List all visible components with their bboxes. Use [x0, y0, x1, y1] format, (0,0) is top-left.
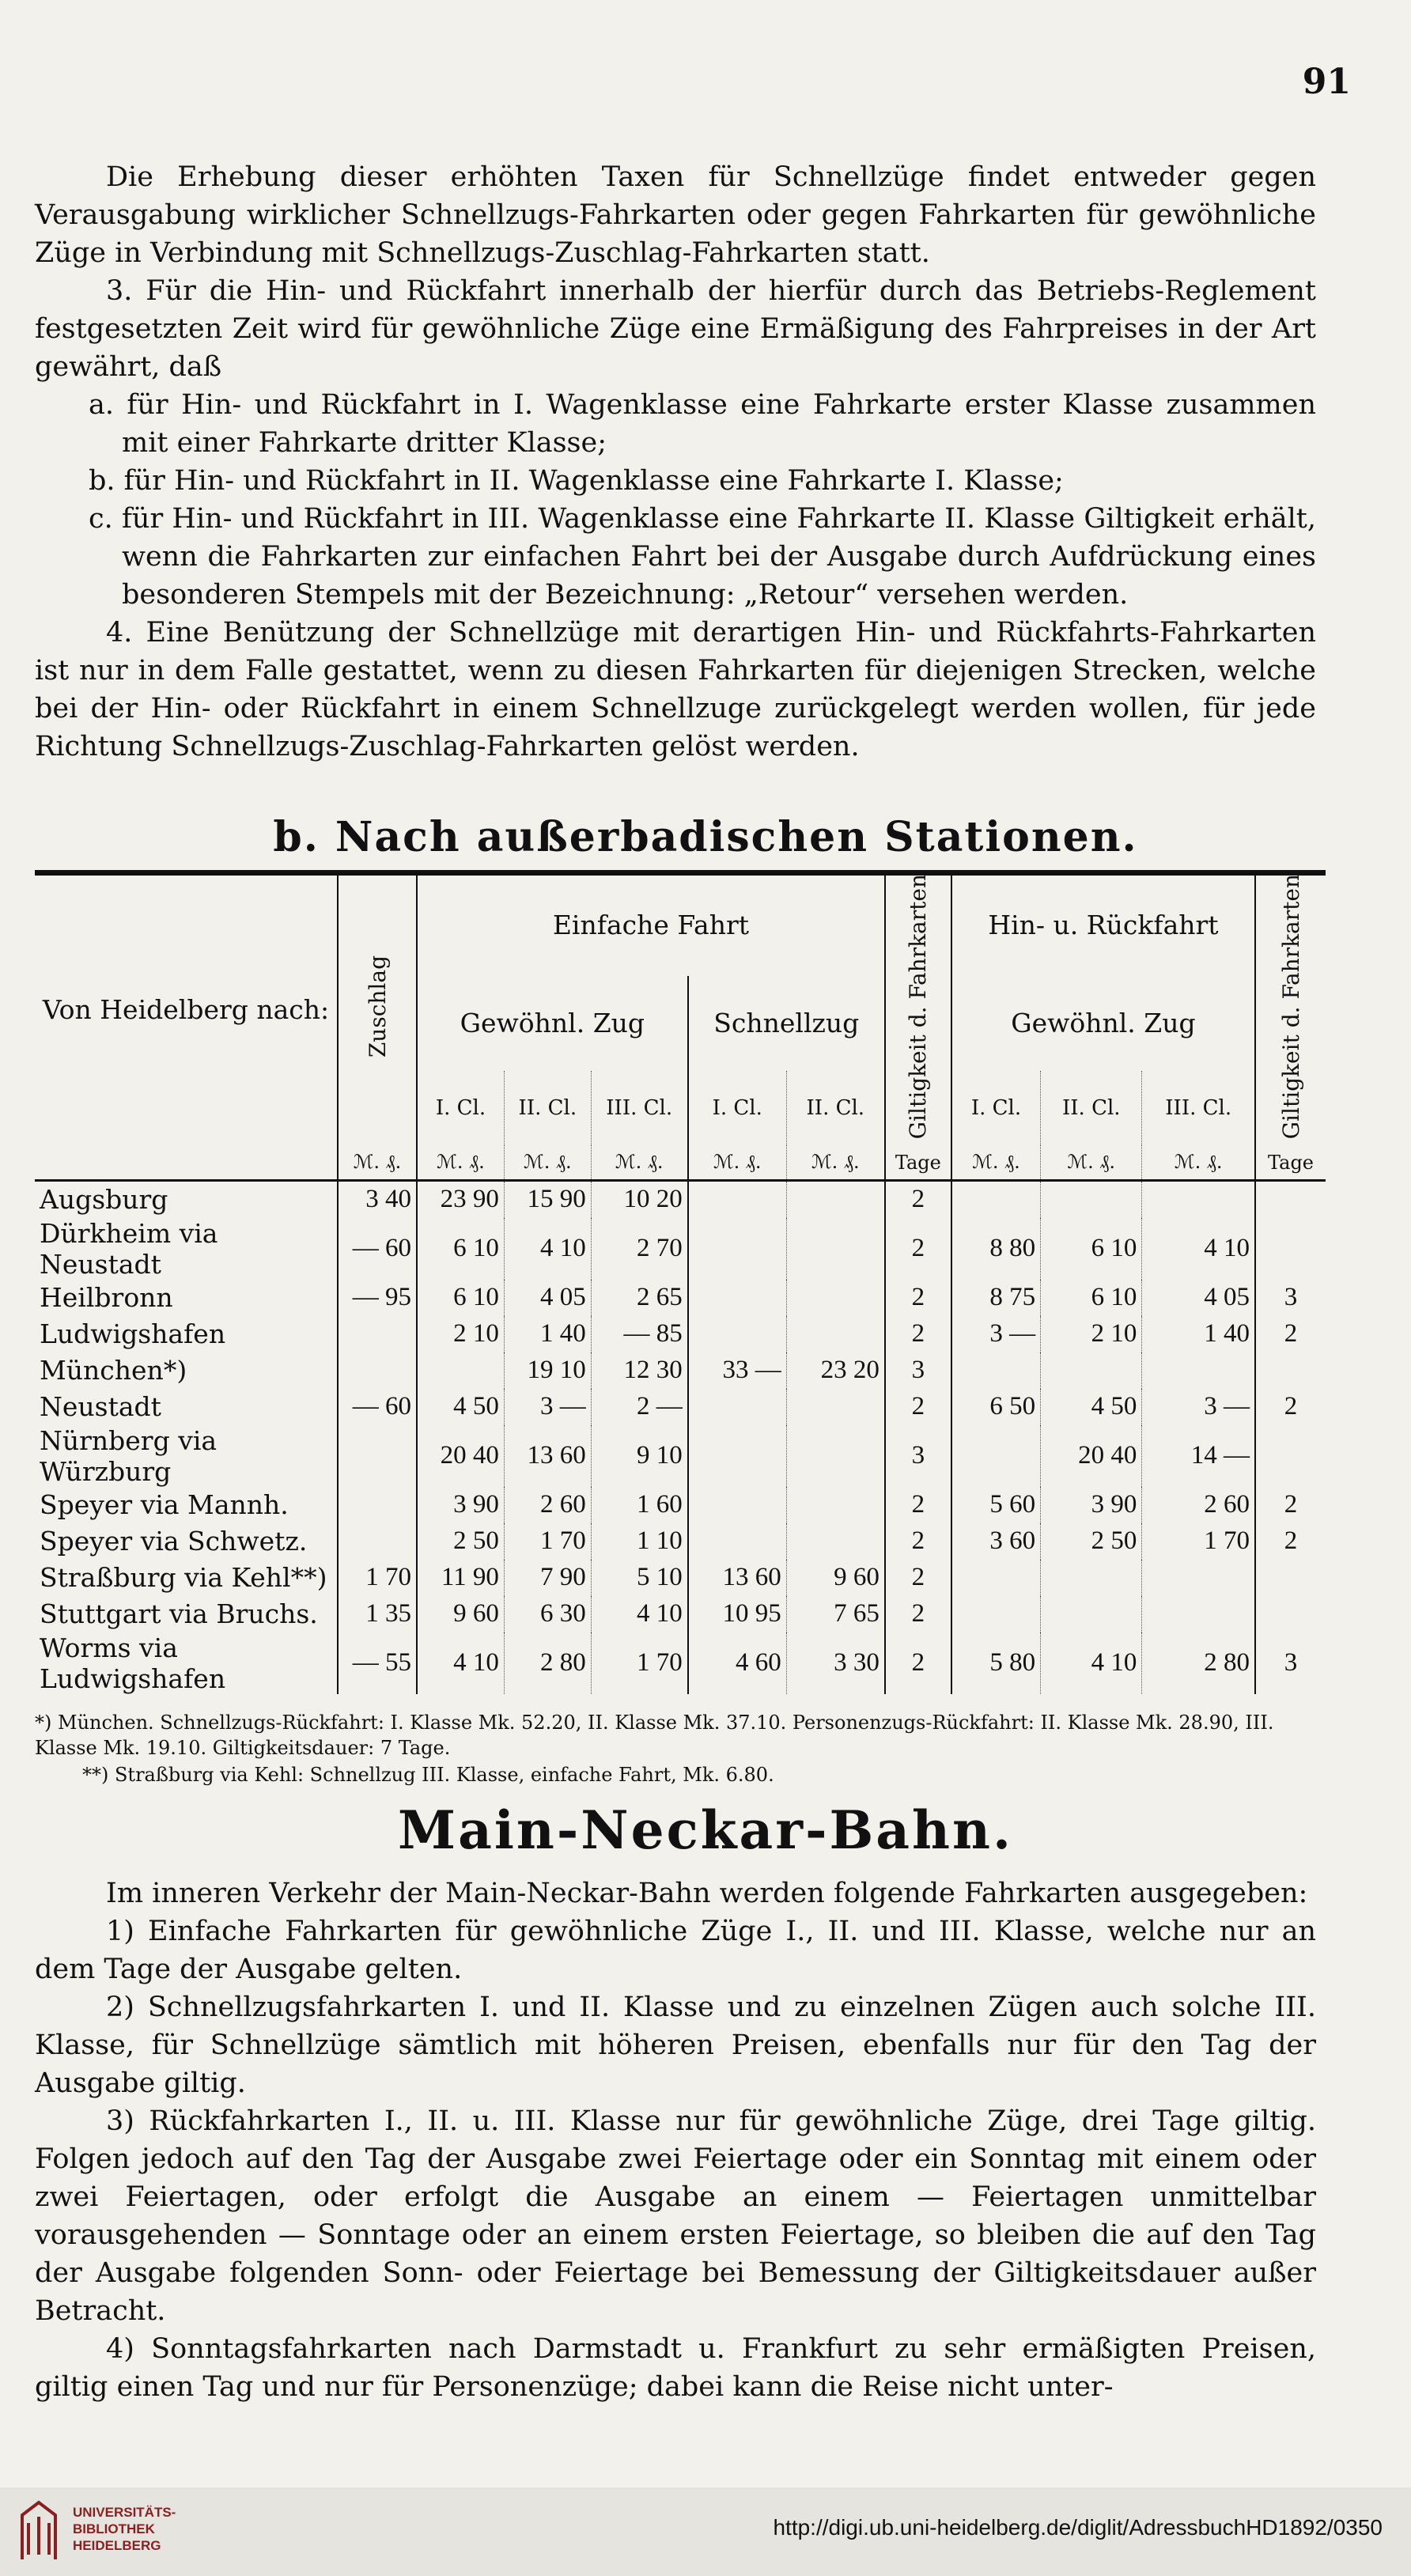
intro-text-3: 3. Für die Hin- und Rückfahrt innerhalb der hierfür durch das Betriebs-Reglement festgesetzten Zeit wird für gewöhnliche Züge eine Ermäßigung des Fahrpreises in der Art gewährt, daß	[35, 275, 1316, 383]
page-number: 91	[1302, 62, 1351, 102]
cell-z: — 55	[338, 1632, 417, 1694]
cell-g2: 19 10	[504, 1352, 591, 1389]
cell-g2: 4 10	[504, 1218, 591, 1280]
cell-g1: 11 90	[417, 1560, 504, 1596]
table-row	[35, 1352, 1326, 1389]
cell-g3: 4 10	[591, 1596, 687, 1632]
cell-g3: 9 10	[591, 1425, 687, 1487]
cell-t2	[1255, 1218, 1326, 1280]
cell-g2: 13 60	[504, 1425, 591, 1487]
cell-g2: 7 90	[504, 1560, 591, 1596]
cell-s2	[786, 1389, 885, 1425]
cell-h1	[951, 1180, 1041, 1218]
main-text-1: 1) Einfache Fahrkarten für gewöhnliche Züge I., II. und III. Klasse, welche nur an dem Tage der Ausgabe gelten.	[35, 1916, 1316, 1985]
cell-z: 1 70	[338, 1560, 417, 1596]
station-name: Dürkheim via Neustadt	[40, 1217, 218, 1280]
col-s2: II. Cl.	[786, 1071, 885, 1145]
intro-item-c: c. für Hin- und Rückfahrt in III. Wagenklasse eine Fahrkarte II. Klasse Giltigkeit erhält, wenn die Fahrkarten zur einfachen Fahrt bei der Ausgabe durch Aufdrückung eines besonderen Stempels mit der Bezeichnung: „Retour“ versehen werden.	[89, 503, 1316, 611]
station-name: Augsburg	[40, 1184, 168, 1216]
cell-h3: 1 70	[1142, 1523, 1255, 1560]
cell-t2: 2	[1255, 1316, 1326, 1352]
cell-g3: 2 70	[591, 1218, 687, 1280]
table-row	[35, 1425, 1326, 1487]
cell-g3: 2 65	[591, 1280, 687, 1316]
cell-t: 2	[885, 1632, 951, 1694]
cell-h3: 2 60	[1142, 1487, 1255, 1523]
table-row	[35, 1180, 1326, 1218]
cell-z: 1 35	[338, 1596, 417, 1632]
cell-g1: 4 10	[417, 1632, 504, 1694]
fare-table	[35, 874, 1326, 1694]
cell-g1: 4 50	[417, 1389, 504, 1425]
main-text-2: 2) Schnellzugsfahrkarten I. und II. Klasse und zu einzelnen Zügen auch solche III. Klasse, für Schnellzüge sämtlich mit höheren Preisen, ebenfalls nur für den Tag der Ausgabe giltig.	[35, 1992, 1316, 2099]
cell-h1	[951, 1352, 1041, 1389]
cell-s1	[688, 1180, 787, 1218]
cell-s2: 23 20	[786, 1352, 885, 1389]
cell-s1: 13 60	[688, 1560, 787, 1596]
cell-g3: 1 70	[591, 1632, 687, 1694]
cell-g1: 6 10	[417, 1218, 504, 1280]
cell-h2	[1041, 1180, 1142, 1218]
from-header: Von Heidelberg nach:	[42, 994, 330, 1026]
col-s1: I. Cl.	[688, 1071, 787, 1145]
unit-g3: ℳ. ₰.	[591, 1145, 687, 1180]
cell-h3	[1142, 1560, 1255, 1596]
cell-s2	[786, 1425, 885, 1487]
unit-tage2: Tage	[1255, 1145, 1326, 1180]
cell-g1	[417, 1352, 504, 1389]
cell-g1: 3 90	[417, 1487, 504, 1523]
cell-h1: 3 60	[951, 1523, 1041, 1560]
col-g2: II. Cl.	[504, 1071, 591, 1145]
cell-h2	[1041, 1596, 1142, 1632]
cell-s2	[786, 1180, 885, 1218]
unit-g2: ℳ. ₰.	[504, 1145, 591, 1180]
table-row	[35, 1280, 1326, 1316]
station-name: Speyer via Schwetz.	[40, 1526, 308, 1557]
cell-s1	[688, 1523, 787, 1560]
cell-t2	[1255, 1352, 1326, 1389]
table-row	[35, 1596, 1326, 1632]
cell-s2	[786, 1487, 885, 1523]
cell-h3: 4 05	[1142, 1280, 1255, 1316]
fare-table-body	[35, 1180, 1326, 1694]
cell-h2	[1041, 1352, 1142, 1389]
cell-h1: 6 50	[951, 1389, 1041, 1425]
cell-t2: 2	[1255, 1487, 1326, 1523]
unit-s2: ℳ. ₰.	[786, 1145, 885, 1180]
cell-s2: 7 65	[786, 1596, 885, 1632]
cell-h3: 1 40	[1142, 1316, 1255, 1352]
logo-line-1: UNIVERSITÄTS-	[73, 2505, 176, 2520]
table-row	[35, 1218, 1326, 1280]
cell-h1	[951, 1596, 1041, 1632]
cell-s2	[786, 1218, 885, 1280]
intro-item-b: b. für Hin- und Rückfahrt in II. Wagenklasse eine Fahrkarte I. Klasse;	[89, 465, 1064, 497]
hinrueck-header: Hin- u. Rückfahrt	[951, 874, 1255, 976]
einfache-header: Einfache Fahrt	[417, 874, 885, 976]
cell-s1	[688, 1218, 787, 1280]
cell-t2: 2	[1255, 1389, 1326, 1425]
cell-h2	[1041, 1560, 1142, 1596]
cell-t2	[1255, 1560, 1326, 1596]
cell-s1: 10 95	[688, 1596, 787, 1632]
footnote-1: *) München. Schnellzugs-Rückfahrt: I. Klasse Mk. 52.20, II. Klasse Mk. 37.10. Personenzugs-Rückfahrt: II. Klasse Mk. 28.90, III. Klasse Mk. 19.10. Giltigkeitsdauer: 7 Tage.	[35, 1712, 1274, 1759]
cell-h2: 2 10	[1041, 1316, 1142, 1352]
cell-g3: — 85	[591, 1316, 687, 1352]
cell-h3	[1142, 1596, 1255, 1632]
gewoehnl2-header: Gewöhnl. Zug	[951, 976, 1255, 1071]
cell-t2	[1255, 1180, 1326, 1218]
cell-z	[338, 1352, 417, 1389]
source-url-link[interactable]: http://digi.ub.uni-heidelberg.de/diglit/AdressbuchHD1892/0350	[773, 2515, 1383, 2540]
giltigkeit-header: Giltigkeit d. Fahrkarten	[905, 874, 932, 1140]
cell-h1: 8 80	[951, 1218, 1041, 1280]
cell-s2	[786, 1316, 885, 1352]
gewoehnl-header: Gewöhnl. Zug	[417, 976, 688, 1071]
cell-g3: 10 20	[591, 1180, 687, 1218]
cell-s2: 9 60	[786, 1560, 885, 1596]
cell-h1: 8 75	[951, 1280, 1041, 1316]
cell-t: 2	[885, 1523, 951, 1560]
cell-g1: 9 60	[417, 1596, 504, 1632]
cell-t2	[1255, 1425, 1326, 1487]
station-name: Ludwigshafen	[40, 1318, 226, 1350]
col-g1: I. Cl.	[417, 1071, 504, 1145]
cell-g2: 15 90	[504, 1180, 591, 1218]
cell-h2: 4 50	[1041, 1389, 1142, 1425]
cell-s1: 33 —	[688, 1352, 787, 1389]
library-logo-icon	[16, 2499, 62, 2563]
unit-z: ℳ. ₰.	[338, 1145, 417, 1180]
cell-s1	[688, 1487, 787, 1523]
cell-t: 2	[885, 1180, 951, 1218]
cell-z: — 60	[338, 1218, 417, 1280]
cell-h2: 2 50	[1041, 1523, 1142, 1560]
cell-t2: 2	[1255, 1523, 1326, 1560]
cell-g3: 12 30	[591, 1352, 687, 1389]
cell-s1	[688, 1389, 787, 1425]
cell-g1: 2 50	[417, 1523, 504, 1560]
cell-s1	[688, 1280, 787, 1316]
main-neckar-title: Main-Neckar-Bahn.	[398, 1799, 1013, 1861]
footnote-2: **) Straßburg via Kehl: Schnellzug III. Klasse, einfache Fahrt, Mk. 6.80.	[82, 1764, 774, 1786]
cell-g2: 3 —	[504, 1389, 591, 1425]
cell-h1	[951, 1560, 1041, 1596]
cell-t2	[1255, 1596, 1326, 1632]
cell-z: — 95	[338, 1280, 417, 1316]
cell-h1: 5 60	[951, 1487, 1041, 1523]
station-name: Heilbronn	[40, 1282, 173, 1314]
cell-z: — 60	[338, 1389, 417, 1425]
cell-h2: 4 10	[1041, 1632, 1142, 1694]
table-row	[35, 1523, 1326, 1560]
main-text-3: 3) Rückfahrkarten I., II. u. III. Klasse nur für gewöhnliche Züge, drei Tage giltig. Folgen jedoch auf den Tag der Ausgabe zwei Feiertage oder ein Sonntag mit einem oder zwei Feiertagen, oder erfolgt die Ausgabe an einem — Feiertagen unmittelbar vorausgehenden — Sonntage oder an einem ersten Feiertage, so bleiben die auf den Tag der Ausgabe folgenden Sonn- oder Feiertage bei Bemessung der Giltigkeitsdauer außer Betracht.	[35, 2105, 1316, 2327]
station-name: München*)	[40, 1355, 187, 1386]
station-name: Speyer via Mannh.	[40, 1489, 289, 1521]
cell-g3: 2 —	[591, 1389, 687, 1425]
station-name: Stuttgart via Bruchs.	[40, 1598, 318, 1630]
cell-t: 2	[885, 1487, 951, 1523]
col-g3: III. Cl.	[591, 1071, 687, 1145]
cell-g2: 2 60	[504, 1487, 591, 1523]
cell-h2: 6 10	[1041, 1218, 1142, 1280]
cell-s1: 4 60	[688, 1632, 787, 1694]
cell-g2: 4 05	[504, 1280, 591, 1316]
unit-h1: ℳ. ₰.	[951, 1145, 1041, 1180]
cell-g1: 23 90	[417, 1180, 504, 1218]
unit-g1: ℳ. ₰.	[417, 1145, 504, 1180]
section-subheading: b. Nach außerbadischen Stationen.	[273, 813, 1138, 861]
cell-t: 2	[885, 1316, 951, 1352]
cell-g2: 2 80	[504, 1632, 591, 1694]
cell-z	[338, 1523, 417, 1560]
main-section	[35, 1874, 1316, 2406]
cell-z	[338, 1487, 417, 1523]
cell-g3: 5 10	[591, 1560, 687, 1596]
cell-t: 2	[885, 1596, 951, 1632]
cell-t: 3	[885, 1352, 951, 1389]
giltigkeit2-header: Giltigkeit d. Fahrkarten	[1277, 874, 1304, 1140]
cell-z	[338, 1425, 417, 1487]
cell-t: 2	[885, 1218, 951, 1280]
cell-h3	[1142, 1352, 1255, 1389]
cell-t: 2	[885, 1560, 951, 1596]
cell-h3: 2 80	[1142, 1632, 1255, 1694]
cell-s2	[786, 1280, 885, 1316]
col-h3: III. Cl.	[1142, 1071, 1255, 1145]
cell-h2: 3 90	[1041, 1487, 1142, 1523]
table-row	[35, 1560, 1326, 1596]
table-row	[35, 1487, 1326, 1523]
col-h2: II. Cl.	[1041, 1071, 1142, 1145]
cell-h2: 6 10	[1041, 1280, 1142, 1316]
table-row	[35, 1316, 1326, 1352]
station-name: Straßburg via Kehl**)	[40, 1562, 327, 1594]
main-text-4: 4) Sonntagsfahrkarten nach Darmstadt u. Frankfurt zu sehr ermäßigten Preisen, giltig einen Tag und nur für Personenzüge; dabei kann die Reise nicht unter-	[35, 2333, 1316, 2403]
table-row	[35, 1632, 1326, 1694]
cell-s1	[688, 1316, 787, 1352]
cell-g1: 6 10	[417, 1280, 504, 1316]
cell-s1	[688, 1425, 787, 1487]
cell-t: 3	[885, 1425, 951, 1487]
station-name: Worms via Ludwigshafen	[40, 1632, 226, 1694]
intro-paragraph-1	[35, 158, 1316, 766]
unit-tage: Tage	[885, 1145, 951, 1180]
cell-h1: 5 80	[951, 1632, 1041, 1694]
schnellzug-header: Schnellzug	[688, 976, 885, 1071]
intro-text-1: Die Erhebung dieser erhöhten Taxen für Schnellzüge findet entweder gegen Verausgabung wirklicher Schnellzugs-Fahrkarten oder gegen Fahrkarten für gewöhnliche Züge in Verbindung mit Schnellzugs-Zuschlag-Fahrkarten statt.	[35, 161, 1316, 269]
cell-t2: 3	[1255, 1632, 1326, 1694]
cell-h3	[1142, 1180, 1255, 1218]
unit-h3: ℳ. ₰.	[1142, 1145, 1255, 1180]
cell-g2: 1 70	[504, 1523, 591, 1560]
cell-g1: 20 40	[417, 1425, 504, 1487]
cell-t2: 3	[1255, 1280, 1326, 1316]
table-row	[35, 1389, 1326, 1425]
station-name: Nürnberg via Würzburg	[40, 1424, 218, 1487]
unit-h2: ℳ. ₰.	[1041, 1145, 1142, 1180]
cell-s2	[786, 1523, 885, 1560]
cell-t: 2	[885, 1389, 951, 1425]
cell-g3: 1 60	[591, 1487, 687, 1523]
cell-h3: 14 —	[1142, 1425, 1255, 1487]
intro-text-4: 4. Eine Benützung der Schnellzüge mit derartigen Hin- und Rückfahrts-Fahrkarten ist nur in dem Falle gestattet, wenn zu diesen Fahrkarten für diejenigen Strecken, welche bei der Hin- oder Rückfahrt in einem Schnellzuge zurückgelegt werden wollen, für jede Richtung Schnellzugs-Zuschlag-Fahrkarten gelöst werden.	[35, 617, 1316, 762]
cell-z	[338, 1316, 417, 1352]
logo-line-2: BIBLIOTHEK	[73, 2521, 155, 2536]
logo-line-3: HEIDELBERG	[73, 2538, 161, 2553]
intro-item-a: a. für Hin- und Rückfahrt in I. Wagenklasse eine Fahrkarte erster Klasse zusammen mit einer Fahrkarte dritter Klasse;	[89, 389, 1316, 459]
cell-h3: 4 10	[1142, 1218, 1255, 1280]
library-logo-text	[73, 2504, 176, 2554]
cell-g2: 6 30	[504, 1596, 591, 1632]
unit-s1: ℳ. ₰.	[688, 1145, 787, 1180]
zuschlag-header: Zuschlag	[364, 955, 391, 1058]
cell-g1: 2 10	[417, 1316, 504, 1352]
station-name: Neustadt	[40, 1391, 161, 1423]
cell-g2: 1 40	[504, 1316, 591, 1352]
cell-h2: 20 40	[1041, 1425, 1142, 1487]
cell-t: 2	[885, 1280, 951, 1316]
col-h1: I. Cl.	[951, 1071, 1041, 1145]
main-text-0: Im inneren Verkehr der Main-Neckar-Bahn werden folgende Fahrkarten ausgegeben:	[106, 1878, 1308, 1909]
cell-g3: 1 10	[591, 1523, 687, 1560]
cell-h3: 3 —	[1142, 1389, 1255, 1425]
cell-s2: 3 30	[786, 1632, 885, 1694]
cell-h1	[951, 1425, 1041, 1487]
cell-h1: 3 —	[951, 1316, 1041, 1352]
cell-z: 3 40	[338, 1180, 417, 1218]
